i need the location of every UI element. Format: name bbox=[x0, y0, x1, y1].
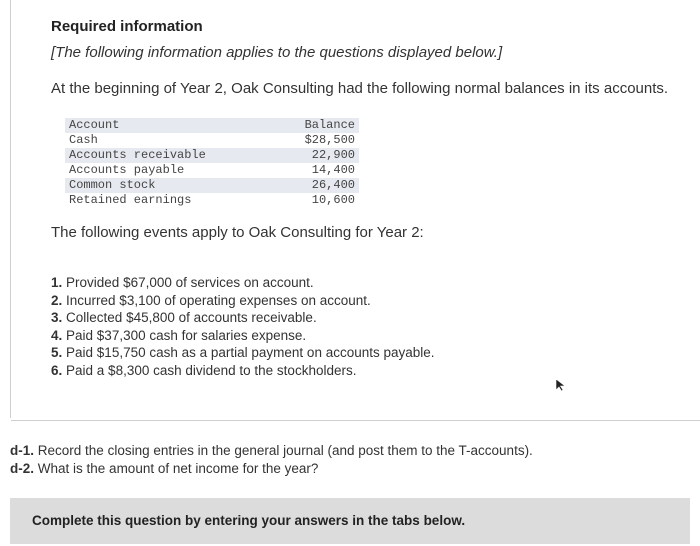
event-text: Incurred $3,100 of operating expenses on account. bbox=[66, 292, 371, 308]
list-item bbox=[51, 292, 435, 310]
question-text: Record the closing entries in the general journal (and post them to the T-accounts). bbox=[37, 443, 533, 458]
events-list bbox=[51, 274, 435, 380]
event-text: Collected $45,800 of accounts receivable. bbox=[66, 310, 317, 326]
event-number: 4. bbox=[51, 327, 63, 343]
list-item bbox=[51, 362, 435, 380]
instruction-banner bbox=[10, 498, 690, 544]
question-tag: d-1. bbox=[10, 443, 35, 458]
account-name: Accounts payable bbox=[69, 163, 185, 177]
event-text: Paid a $8,300 cash dividend to the stockholders. bbox=[66, 362, 357, 378]
table-row bbox=[65, 178, 359, 193]
table-row bbox=[65, 133, 359, 148]
account-balance: 14,400 bbox=[311, 163, 355, 177]
required-info-subtitle: [The following information applies to the questions displayed below.] bbox=[51, 44, 503, 61]
questions-block bbox=[10, 442, 533, 478]
required-info-title: Required information bbox=[51, 18, 203, 35]
list-item bbox=[51, 344, 435, 362]
event-number: 2. bbox=[51, 292, 63, 308]
balance-column-header: Balance bbox=[304, 118, 355, 132]
event-number: 6. bbox=[51, 362, 63, 378]
mouse-pointer-icon bbox=[555, 378, 567, 395]
account-name: Retained earnings bbox=[69, 193, 192, 207]
event-number: 3. bbox=[51, 310, 63, 326]
table-row bbox=[65, 148, 359, 163]
balances-intro: At the beginning of Year 2, Oak Consulting had the following normal balances in its accounts. bbox=[51, 80, 669, 97]
event-text: Paid $37,300 cash for salaries expense. bbox=[66, 327, 307, 343]
question-text: What is the amount of net income for the year? bbox=[37, 461, 319, 476]
account-balance: $28,500 bbox=[304, 133, 355, 147]
account-name: Accounts receivable bbox=[69, 148, 206, 162]
question-d1 bbox=[10, 442, 533, 460]
list-item bbox=[51, 309, 435, 327]
event-text: Paid $15,750 cash as a partial payment on accounts payable. bbox=[66, 345, 435, 361]
table-row bbox=[65, 193, 359, 208]
list-item bbox=[51, 327, 435, 345]
account-name: Common stock bbox=[69, 178, 156, 192]
balances-table bbox=[65, 118, 359, 208]
account-balance: 22,900 bbox=[311, 148, 355, 162]
event-text: Provided $67,000 of services on account. bbox=[66, 275, 314, 290]
events-intro: The following events apply to Oak Consulting for Year 2: bbox=[51, 224, 424, 241]
table-row bbox=[65, 163, 359, 178]
question-d2 bbox=[10, 460, 533, 478]
table-header-row bbox=[65, 118, 359, 133]
account-balance: 26,400 bbox=[311, 178, 355, 192]
event-number: 1. bbox=[51, 275, 63, 290]
list-item bbox=[51, 274, 435, 292]
event-number: 5. bbox=[51, 345, 63, 361]
required-info-panel bbox=[11, 0, 700, 421]
account-column-header: Account bbox=[69, 118, 120, 132]
question-tag: d-2. bbox=[10, 461, 35, 476]
account-balance: 10,600 bbox=[311, 193, 355, 207]
account-name: Cash bbox=[69, 133, 98, 147]
instruction-text: Complete this question by entering your answers in the tabs below. bbox=[32, 513, 466, 528]
